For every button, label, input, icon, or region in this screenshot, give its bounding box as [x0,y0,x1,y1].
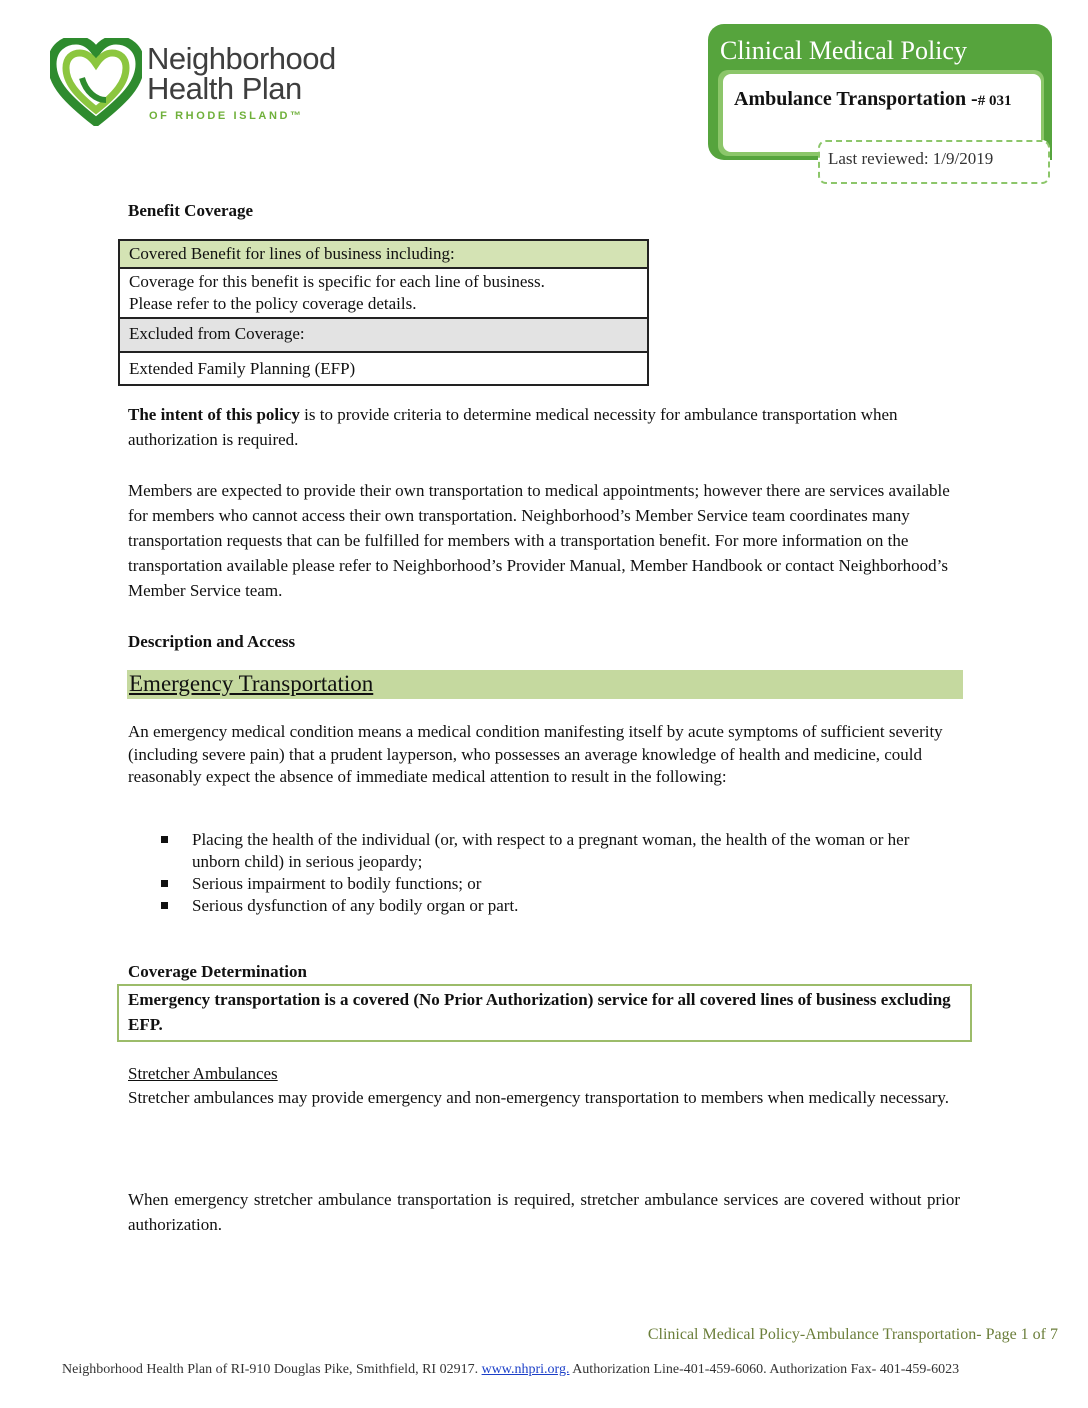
intent-text: is to provide criteria to determine medical necessity for ambulance transportation when authorization is required. [128,405,898,449]
covered-detail-line-1: Coverage for this benefit is specific for each line of business. [129,272,545,291]
excluded-value-cell: Extended Family Planning (EFP) [119,352,648,385]
table-row [119,268,648,318]
covered-detail-cell [119,268,648,318]
coverage-statement: Emergency transportation is a covered (No Prior Authorization) service for all covered lines of business excluding EFP. [128,990,951,1034]
intent-bold: The intent of this policy [128,405,300,424]
website-link[interactable]: www.nhpri.org. [481,1362,570,1377]
bullet-square-icon [161,902,168,909]
policy-number: # 031 [977,93,1012,109]
emergency-definition: An emergency medical condition means a medical condition manifesting itself by acute symptoms of sufficient severity (including severe pain) that a prudent layperson, who possesses an average knowledge of health and medicine, could reasonably expect the absence of immediate medical attention to result in the following: [128,722,943,786]
list-item [128,895,948,917]
description-heading: Description and Access [128,632,296,651]
bullet-square-icon [161,880,168,887]
covered-header-cell: Covered Benefit for lines of business including: [119,240,648,268]
table-row [119,240,648,268]
covered-detail-line-2: Please refer to the policy coverage details. [129,294,417,313]
excluded-header-cell: Excluded from Coverage: [119,318,648,352]
logo-wordmark [147,41,336,106]
logo-line-3: OF RHODE ISLAND™ [149,110,304,122]
list-item [128,873,948,895]
members-paragraph: Members are expected to provide their own transportation to medical appointments; however there are services available for members who cannot access their own transportation. Neighborhood’s Member Service team coordinates many transportation requests that can be fulfilled for members with a transportation benefit. For more information on the transportation available please refer to Neighborhood’s Provider Manual, Member Handbook or contact Neighborhood’s Member Service team. [128,481,950,600]
coverage-determination-heading: Coverage Determination [128,962,307,981]
footer-page-label: Clinical Medical Policy-Ambulance Transportation- Page 1 of 7 [647,1326,1058,1343]
policy-name [734,88,1011,111]
stretcher-heading: Stretcher Ambulances [128,1064,278,1083]
table-row [119,318,648,352]
company-logo [50,38,360,128]
emergency-criteria-list [128,829,948,917]
list-item-text: Placing the health of the individual (or, with respect to a pregnant woman, the health of the woman or her unborn child) in serious jeopardy; [192,830,910,871]
intent-paragraph [128,402,958,452]
list-item-text: Serious impairment to bodily functions; or [192,874,482,893]
footer-address [62,1362,959,1378]
logo-line-1: Neighborhood [147,41,336,76]
emergency-section-heading [127,670,963,699]
emergency-heading-text: Emergency Transportation [129,671,374,696]
logo-heart-icon [50,38,142,126]
last-reviewed-date: Last reviewed: 1/9/2019 [828,149,994,168]
stretcher-paragraph-2: When emergency stretcher ambulance transportation is required, stretcher ambulance services are covered without prior authorization. [128,1190,960,1234]
bullet-square-icon [161,836,168,843]
stretcher-paragraph-1: Stretcher ambulances may provide emergency and non-emergency transportation to members when medically necessary. [128,1088,950,1107]
benefit-table [118,239,649,386]
footer-contact-text: Authorization Line-401-459-6060. Authorization Fax- 401-459-6023 [569,1362,960,1377]
list-item [128,829,948,873]
footer-address-text: Neighborhood Health Plan of RI-910 Douglas Pike, Smithfield, RI 02917. [62,1362,482,1377]
list-item-text: Serious dysfunction of any bodily organ or part. [192,896,519,915]
policy-category: Clinical Medical Policy [720,36,967,65]
table-row [119,352,648,385]
policy-title-text: Ambulance Transportation - [734,88,978,110]
benefit-coverage-heading: Benefit Coverage [128,201,254,220]
logo-line-2: Health Plan [147,71,302,106]
